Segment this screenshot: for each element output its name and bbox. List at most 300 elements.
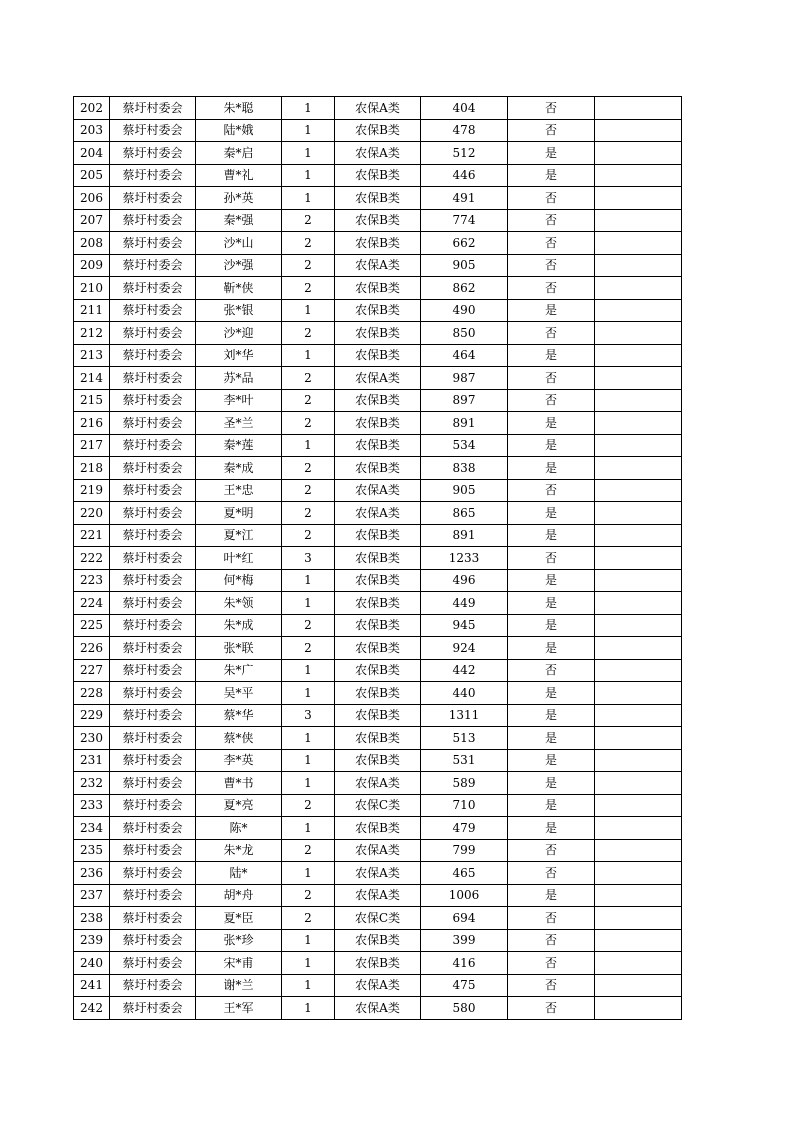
village-committee-cell: 蔡圩村委会 xyxy=(110,727,196,750)
seq-number-cell: 235 xyxy=(74,839,110,862)
status-cell: 是 xyxy=(508,164,595,187)
seq-number-cell: 208 xyxy=(74,232,110,255)
table-row xyxy=(74,727,682,750)
village-committee-cell: 蔡圩村委会 xyxy=(110,862,196,885)
insurance-type-cell: 农保B类 xyxy=(335,389,421,412)
insurance-type-cell: 农保A类 xyxy=(335,974,421,997)
table-row xyxy=(74,614,682,637)
status-cell: 是 xyxy=(508,884,595,907)
status-cell: 否 xyxy=(508,907,595,930)
table-row xyxy=(74,569,682,592)
household-count-cell: 2 xyxy=(282,367,335,390)
seq-number-cell: 238 xyxy=(74,907,110,930)
remark-cell xyxy=(595,524,682,547)
table-row xyxy=(74,389,682,412)
seq-number-cell: 218 xyxy=(74,457,110,480)
seq-number-cell: 217 xyxy=(74,434,110,457)
insurance-type-cell: 农保B类 xyxy=(335,434,421,457)
remark-cell xyxy=(595,659,682,682)
amount-cell: 490 xyxy=(421,299,508,322)
insurance-type-cell: 农保B类 xyxy=(335,929,421,952)
seq-number-cell: 229 xyxy=(74,704,110,727)
seq-number-cell: 204 xyxy=(74,142,110,165)
amount-cell: 589 xyxy=(421,772,508,795)
table-row xyxy=(74,929,682,952)
household-count-cell: 1 xyxy=(282,434,335,457)
table-row xyxy=(74,164,682,187)
amount-cell: 865 xyxy=(421,502,508,525)
seq-number-cell: 239 xyxy=(74,929,110,952)
remark-cell xyxy=(595,434,682,457)
table-row xyxy=(74,884,682,907)
name-cell: 朱*广 xyxy=(196,659,282,682)
household-count-cell: 1 xyxy=(282,97,335,120)
name-cell: 秦*启 xyxy=(196,142,282,165)
status-cell: 是 xyxy=(508,794,595,817)
seq-number-cell: 232 xyxy=(74,772,110,795)
amount-cell: 799 xyxy=(421,839,508,862)
village-committee-cell: 蔡圩村委会 xyxy=(110,637,196,660)
seq-number-cell: 226 xyxy=(74,637,110,660)
name-cell: 刘*华 xyxy=(196,344,282,367)
status-cell: 是 xyxy=(508,682,595,705)
household-count-cell: 2 xyxy=(282,614,335,637)
status-cell: 是 xyxy=(508,502,595,525)
insurance-type-cell: 农保B类 xyxy=(335,344,421,367)
village-committee-cell: 蔡圩村委会 xyxy=(110,389,196,412)
household-count-cell: 1 xyxy=(282,772,335,795)
status-cell: 是 xyxy=(508,142,595,165)
seq-number-cell: 227 xyxy=(74,659,110,682)
remark-cell xyxy=(595,97,682,120)
seq-number-cell: 231 xyxy=(74,749,110,772)
remark-cell xyxy=(595,772,682,795)
status-cell: 是 xyxy=(508,592,595,615)
seq-number-cell: 207 xyxy=(74,209,110,232)
amount-cell: 512 xyxy=(421,142,508,165)
table-row xyxy=(74,659,682,682)
seq-number-cell: 219 xyxy=(74,479,110,502)
remark-cell xyxy=(595,209,682,232)
name-cell: 张*珍 xyxy=(196,929,282,952)
amount-cell: 496 xyxy=(421,569,508,592)
remark-cell xyxy=(595,277,682,300)
seq-number-cell: 213 xyxy=(74,344,110,367)
remark-cell xyxy=(595,119,682,142)
name-cell: 李*英 xyxy=(196,749,282,772)
amount-cell: 513 xyxy=(421,727,508,750)
name-cell: 胡*舟 xyxy=(196,884,282,907)
status-cell: 是 xyxy=(508,524,595,547)
remark-cell xyxy=(595,547,682,570)
status-cell: 否 xyxy=(508,997,595,1020)
status-cell: 否 xyxy=(508,974,595,997)
household-count-cell: 2 xyxy=(282,839,335,862)
remark-cell xyxy=(595,457,682,480)
seq-number-cell: 236 xyxy=(74,862,110,885)
insurance-type-cell: 农保A类 xyxy=(335,839,421,862)
seq-number-cell: 222 xyxy=(74,547,110,570)
insurance-type-cell: 农保B类 xyxy=(335,817,421,840)
amount-cell: 774 xyxy=(421,209,508,232)
status-cell: 否 xyxy=(508,119,595,142)
name-cell: 何*梅 xyxy=(196,569,282,592)
remark-cell xyxy=(595,614,682,637)
name-cell: 蔡*侠 xyxy=(196,727,282,750)
amount-cell: 945 xyxy=(421,614,508,637)
name-cell: 陈* xyxy=(196,817,282,840)
insurance-type-cell: 农保B类 xyxy=(335,547,421,570)
village-committee-cell: 蔡圩村委会 xyxy=(110,749,196,772)
name-cell: 宋*甫 xyxy=(196,952,282,975)
household-count-cell: 1 xyxy=(282,997,335,1020)
household-count-cell: 1 xyxy=(282,344,335,367)
village-committee-cell: 蔡圩村委会 xyxy=(110,929,196,952)
status-cell: 否 xyxy=(508,929,595,952)
village-committee-cell: 蔡圩村委会 xyxy=(110,479,196,502)
household-count-cell: 2 xyxy=(282,637,335,660)
seq-number-cell: 212 xyxy=(74,322,110,345)
table-row xyxy=(74,322,682,345)
name-cell: 苏*品 xyxy=(196,367,282,390)
amount-cell: 534 xyxy=(421,434,508,457)
village-committee-cell: 蔡圩村委会 xyxy=(110,299,196,322)
village-committee-cell: 蔡圩村委会 xyxy=(110,659,196,682)
status-cell: 否 xyxy=(508,209,595,232)
insurance-type-cell: 农保A类 xyxy=(335,502,421,525)
status-cell: 否 xyxy=(508,862,595,885)
insurance-type-cell: 农保B类 xyxy=(335,209,421,232)
name-cell: 沙*强 xyxy=(196,254,282,277)
remark-cell xyxy=(595,299,682,322)
household-count-cell: 1 xyxy=(282,862,335,885)
status-cell: 否 xyxy=(508,254,595,277)
village-committee-cell: 蔡圩村委会 xyxy=(110,209,196,232)
table-row xyxy=(74,749,682,772)
amount-cell: 891 xyxy=(421,524,508,547)
remark-cell xyxy=(595,569,682,592)
table-row xyxy=(74,839,682,862)
amount-cell: 446 xyxy=(421,164,508,187)
table-row xyxy=(74,97,682,120)
status-cell: 是 xyxy=(508,299,595,322)
name-cell: 王*忠 xyxy=(196,479,282,502)
seq-number-cell: 225 xyxy=(74,614,110,637)
insurance-type-cell: 农保B类 xyxy=(335,524,421,547)
name-cell: 曹*礼 xyxy=(196,164,282,187)
remark-cell xyxy=(595,884,682,907)
amount-cell: 478 xyxy=(421,119,508,142)
village-committee-cell: 蔡圩村委会 xyxy=(110,434,196,457)
table-row xyxy=(74,119,682,142)
village-committee-cell: 蔡圩村委会 xyxy=(110,502,196,525)
seq-number-cell: 215 xyxy=(74,389,110,412)
insurance-type-cell: 农保B类 xyxy=(335,119,421,142)
seq-number-cell: 210 xyxy=(74,277,110,300)
table-row xyxy=(74,367,682,390)
insurance-type-cell: 农保A类 xyxy=(335,997,421,1020)
amount-cell: 905 xyxy=(421,479,508,502)
insurance-type-cell: 农保A类 xyxy=(335,884,421,907)
household-count-cell: 1 xyxy=(282,727,335,750)
remark-cell xyxy=(595,997,682,1020)
table-row xyxy=(74,907,682,930)
insurance-type-cell: 农保B类 xyxy=(335,614,421,637)
table-row xyxy=(74,344,682,367)
name-cell: 曹*书 xyxy=(196,772,282,795)
seq-number-cell: 233 xyxy=(74,794,110,817)
remark-cell xyxy=(595,479,682,502)
amount-cell: 479 xyxy=(421,817,508,840)
remark-cell xyxy=(595,907,682,930)
table-row xyxy=(74,817,682,840)
village-committee-cell: 蔡圩村委会 xyxy=(110,794,196,817)
remark-cell xyxy=(595,164,682,187)
table-row xyxy=(74,592,682,615)
household-count-cell: 2 xyxy=(282,907,335,930)
amount-cell: 662 xyxy=(421,232,508,255)
remark-cell xyxy=(595,592,682,615)
seq-number-cell: 214 xyxy=(74,367,110,390)
amount-cell: 464 xyxy=(421,344,508,367)
table-row xyxy=(74,772,682,795)
table-row xyxy=(74,142,682,165)
status-cell: 否 xyxy=(508,839,595,862)
status-cell: 是 xyxy=(508,727,595,750)
name-cell: 沙*迎 xyxy=(196,322,282,345)
name-cell: 夏*明 xyxy=(196,502,282,525)
household-count-cell: 2 xyxy=(282,457,335,480)
insurance-type-cell: 农保B类 xyxy=(335,704,421,727)
amount-cell: 580 xyxy=(421,997,508,1020)
village-committee-cell: 蔡圩村委会 xyxy=(110,187,196,210)
status-cell: 否 xyxy=(508,322,595,345)
insurance-type-cell: 农保B类 xyxy=(335,457,421,480)
seq-number-cell: 211 xyxy=(74,299,110,322)
seq-number-cell: 206 xyxy=(74,187,110,210)
village-committee-cell: 蔡圩村委会 xyxy=(110,682,196,705)
name-cell: 圣*兰 xyxy=(196,412,282,435)
status-cell: 是 xyxy=(508,457,595,480)
insurance-type-cell: 农保B类 xyxy=(335,232,421,255)
remark-cell xyxy=(595,187,682,210)
household-count-cell: 1 xyxy=(282,929,335,952)
village-committee-cell: 蔡圩村委会 xyxy=(110,367,196,390)
table-row xyxy=(74,412,682,435)
household-count-cell: 2 xyxy=(282,389,335,412)
village-committee-cell: 蔡圩村委会 xyxy=(110,772,196,795)
remark-cell xyxy=(595,682,682,705)
status-cell: 否 xyxy=(508,277,595,300)
amount-cell: 891 xyxy=(421,412,508,435)
village-committee-cell: 蔡圩村委会 xyxy=(110,974,196,997)
village-committee-cell: 蔡圩村委会 xyxy=(110,412,196,435)
household-count-cell: 2 xyxy=(282,322,335,345)
amount-cell: 404 xyxy=(421,97,508,120)
insurance-type-cell: 农保B类 xyxy=(335,682,421,705)
status-cell: 否 xyxy=(508,367,595,390)
status-cell: 否 xyxy=(508,547,595,570)
insurance-type-cell: 农保A类 xyxy=(335,142,421,165)
amount-cell: 440 xyxy=(421,682,508,705)
household-count-cell: 2 xyxy=(282,524,335,547)
table-row xyxy=(74,637,682,660)
village-committee-cell: 蔡圩村委会 xyxy=(110,254,196,277)
insurance-type-cell: 农保C类 xyxy=(335,907,421,930)
amount-cell: 694 xyxy=(421,907,508,930)
table-row xyxy=(74,547,682,570)
insurance-type-cell: 农保B类 xyxy=(335,164,421,187)
remark-cell xyxy=(595,322,682,345)
table-row xyxy=(74,524,682,547)
name-cell: 蔡*华 xyxy=(196,704,282,727)
insurance-type-cell: 农保B类 xyxy=(335,727,421,750)
status-cell: 是 xyxy=(508,704,595,727)
household-count-cell: 1 xyxy=(282,569,335,592)
village-committee-cell: 蔡圩村委会 xyxy=(110,344,196,367)
name-cell: 秦*莲 xyxy=(196,434,282,457)
household-count-cell: 1 xyxy=(282,974,335,997)
name-cell: 陆* xyxy=(196,862,282,885)
table-row xyxy=(74,299,682,322)
household-count-cell: 1 xyxy=(282,142,335,165)
insurance-type-cell: 农保B类 xyxy=(335,952,421,975)
amount-cell: 475 xyxy=(421,974,508,997)
name-cell: 秦*成 xyxy=(196,457,282,480)
name-cell: 叶*红 xyxy=(196,547,282,570)
remark-cell xyxy=(595,232,682,255)
household-count-cell: 1 xyxy=(282,164,335,187)
table-row xyxy=(74,434,682,457)
village-committee-cell: 蔡圩村委会 xyxy=(110,232,196,255)
insurance-type-cell: 农保B类 xyxy=(335,749,421,772)
household-count-cell: 2 xyxy=(282,884,335,907)
remark-cell xyxy=(595,929,682,952)
name-cell: 靳*侠 xyxy=(196,277,282,300)
amount-cell: 449 xyxy=(421,592,508,615)
amount-cell: 897 xyxy=(421,389,508,412)
table-row xyxy=(74,232,682,255)
seq-number-cell: 237 xyxy=(74,884,110,907)
remark-cell xyxy=(595,749,682,772)
amount-cell: 1006 xyxy=(421,884,508,907)
insurance-type-cell: 农保B类 xyxy=(335,637,421,660)
amount-cell: 905 xyxy=(421,254,508,277)
amount-cell: 442 xyxy=(421,659,508,682)
amount-cell: 531 xyxy=(421,749,508,772)
name-cell: 李*叶 xyxy=(196,389,282,412)
name-cell: 谢*兰 xyxy=(196,974,282,997)
status-cell: 否 xyxy=(508,97,595,120)
status-cell: 是 xyxy=(508,772,595,795)
seq-number-cell: 203 xyxy=(74,119,110,142)
remark-cell xyxy=(595,389,682,412)
status-cell: 否 xyxy=(508,479,595,502)
name-cell: 朱*龙 xyxy=(196,839,282,862)
village-committee-cell: 蔡圩村委会 xyxy=(110,547,196,570)
remark-cell xyxy=(595,704,682,727)
insurance-type-cell: 农保A类 xyxy=(335,862,421,885)
seq-number-cell: 202 xyxy=(74,97,110,120)
insurance-type-cell: 农保A类 xyxy=(335,367,421,390)
amount-cell: 1233 xyxy=(421,547,508,570)
remark-cell xyxy=(595,367,682,390)
insurance-type-cell: 农保A类 xyxy=(335,97,421,120)
village-committee-cell: 蔡圩村委会 xyxy=(110,839,196,862)
table-row xyxy=(74,997,682,1020)
amount-cell: 838 xyxy=(421,457,508,480)
seq-number-cell: 230 xyxy=(74,727,110,750)
status-cell: 是 xyxy=(508,412,595,435)
status-cell: 是 xyxy=(508,817,595,840)
household-count-cell: 1 xyxy=(282,682,335,705)
amount-cell: 987 xyxy=(421,367,508,390)
remark-cell xyxy=(595,254,682,277)
table-row xyxy=(74,952,682,975)
village-committee-cell: 蔡圩村委会 xyxy=(110,907,196,930)
village-committee-cell: 蔡圩村委会 xyxy=(110,524,196,547)
village-committee-cell: 蔡圩村委会 xyxy=(110,592,196,615)
insurance-type-cell: 农保A类 xyxy=(335,479,421,502)
household-count-cell: 1 xyxy=(282,817,335,840)
amount-cell: 924 xyxy=(421,637,508,660)
insurance-type-cell: 农保B类 xyxy=(335,412,421,435)
name-cell: 沙*山 xyxy=(196,232,282,255)
household-count-cell: 3 xyxy=(282,704,335,727)
name-cell: 张*联 xyxy=(196,637,282,660)
seq-number-cell: 234 xyxy=(74,817,110,840)
table-row xyxy=(74,187,682,210)
seq-number-cell: 205 xyxy=(74,164,110,187)
name-cell: 夏*臣 xyxy=(196,907,282,930)
insurance-type-cell: 农保C类 xyxy=(335,794,421,817)
remark-cell xyxy=(595,727,682,750)
table-row xyxy=(74,974,682,997)
status-cell: 是 xyxy=(508,569,595,592)
remark-cell xyxy=(595,839,682,862)
insurance-type-cell: 农保A类 xyxy=(335,254,421,277)
table-row xyxy=(74,794,682,817)
amount-cell: 1311 xyxy=(421,704,508,727)
amount-cell: 465 xyxy=(421,862,508,885)
household-count-cell: 1 xyxy=(282,659,335,682)
name-cell: 张*银 xyxy=(196,299,282,322)
table-body xyxy=(74,97,682,1020)
status-cell: 是 xyxy=(508,614,595,637)
remark-cell xyxy=(595,952,682,975)
remark-cell xyxy=(595,142,682,165)
seq-number-cell: 221 xyxy=(74,524,110,547)
name-cell: 孙*英 xyxy=(196,187,282,210)
village-committee-cell: 蔡圩村委会 xyxy=(110,997,196,1020)
amount-cell: 710 xyxy=(421,794,508,817)
name-cell: 王*军 xyxy=(196,997,282,1020)
insurance-type-cell: 农保B类 xyxy=(335,187,421,210)
status-cell: 否 xyxy=(508,659,595,682)
amount-cell: 399 xyxy=(421,929,508,952)
household-count-cell: 2 xyxy=(282,277,335,300)
amount-cell: 850 xyxy=(421,322,508,345)
seq-number-cell: 220 xyxy=(74,502,110,525)
village-committee-cell: 蔡圩村委会 xyxy=(110,97,196,120)
insurance-type-cell: 农保B类 xyxy=(335,569,421,592)
table-row xyxy=(74,862,682,885)
status-cell: 否 xyxy=(508,952,595,975)
household-count-cell: 2 xyxy=(282,254,335,277)
remark-cell xyxy=(595,637,682,660)
village-committee-cell: 蔡圩村委会 xyxy=(110,614,196,637)
name-cell: 吴*平 xyxy=(196,682,282,705)
